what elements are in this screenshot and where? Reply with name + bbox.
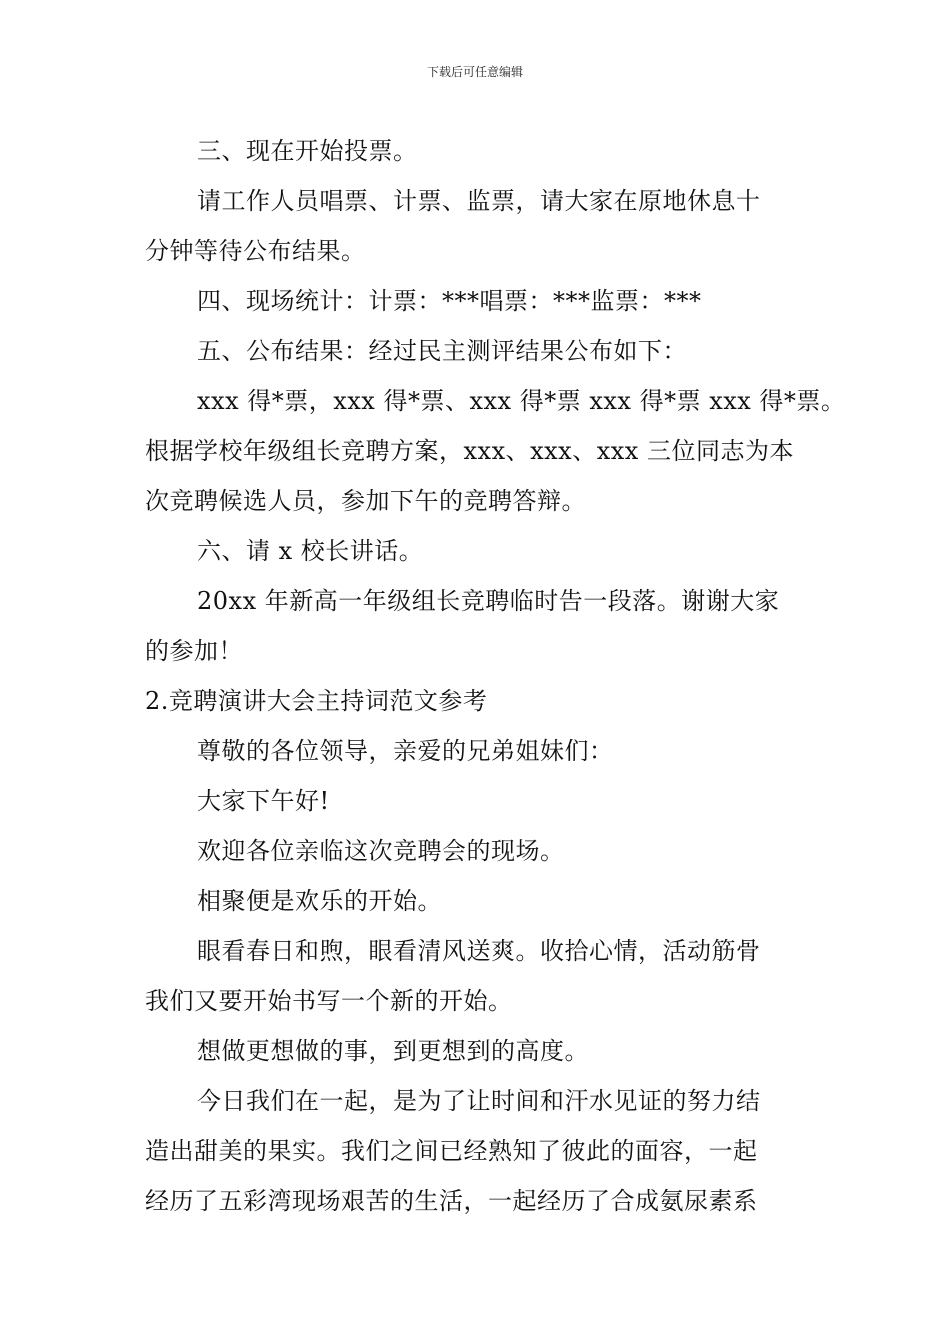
- paragraph-line: xxx 得*票，xxx 得*票、xxx 得*票 xxx 得*票 xxx 得*票。: [197, 387, 846, 415]
- paragraph-line: 欢迎各位亲临这次竞聘会的现场。: [197, 837, 565, 865]
- paragraph-line: 大家下午好!: [197, 787, 330, 815]
- document-body: [145, 126, 846, 1226]
- paragraph-line: 六、请 x 校长讲话。: [197, 537, 424, 565]
- paragraph-line: 我们又要开始书写一个新的开始。: [145, 987, 513, 1015]
- section-heading: 2.竞聘演讲大会主持词范文参考: [145, 687, 488, 715]
- paragraph-line: 根据学校年级组长竞聘方案，xxx、xxx、xxx 三位同志为本: [145, 437, 794, 465]
- paragraph-line: 今日我们在一起，是为了让时间和汗水见证的努力结: [197, 1087, 761, 1115]
- paragraph-line: 分钟等待公布结果。: [145, 237, 366, 265]
- page-header: 下载后可任意编辑: [426, 65, 523, 79]
- paragraph-line: 20xx 年新高一年级组长竞聘临时告一段落。谢谢大家: [197, 587, 780, 615]
- paragraph-line: 三、现在开始投票。: [197, 137, 418, 165]
- paragraph-line: 五、公布结果：经过民主测评结果公布如下：: [197, 337, 687, 365]
- paragraph-line: 四、现场统计：计票：***唱票：***监票：***: [197, 287, 702, 315]
- paragraph-line: 尊敬的各位领导，亲爱的兄弟姐妹们：: [197, 737, 614, 765]
- paragraph-line: 次竞聘候选人员，参加下午的竞聘答辩。: [145, 487, 586, 515]
- paragraph-line: 造出甜美的果实。我们之间已经熟知了彼此的面容，一起: [145, 1137, 758, 1165]
- paragraph-line: 相聚便是欢乐的开始。: [197, 887, 442, 915]
- paragraph-line: 请工作人员唱票、计票、监票，请大家在原地休息十: [197, 187, 761, 215]
- paragraph-line: 经历了五彩湾现场艰苦的生活，一起经历了合成氨尿素系: [145, 1187, 758, 1215]
- paragraph-line: 想做更想做的事，到更想到的高度。: [197, 1037, 589, 1065]
- paragraph-line: 的参加！: [145, 637, 243, 665]
- paragraph-line: 眼看春日和煦，眼看清风送爽。收拾心情，活动筋骨: [197, 937, 761, 965]
